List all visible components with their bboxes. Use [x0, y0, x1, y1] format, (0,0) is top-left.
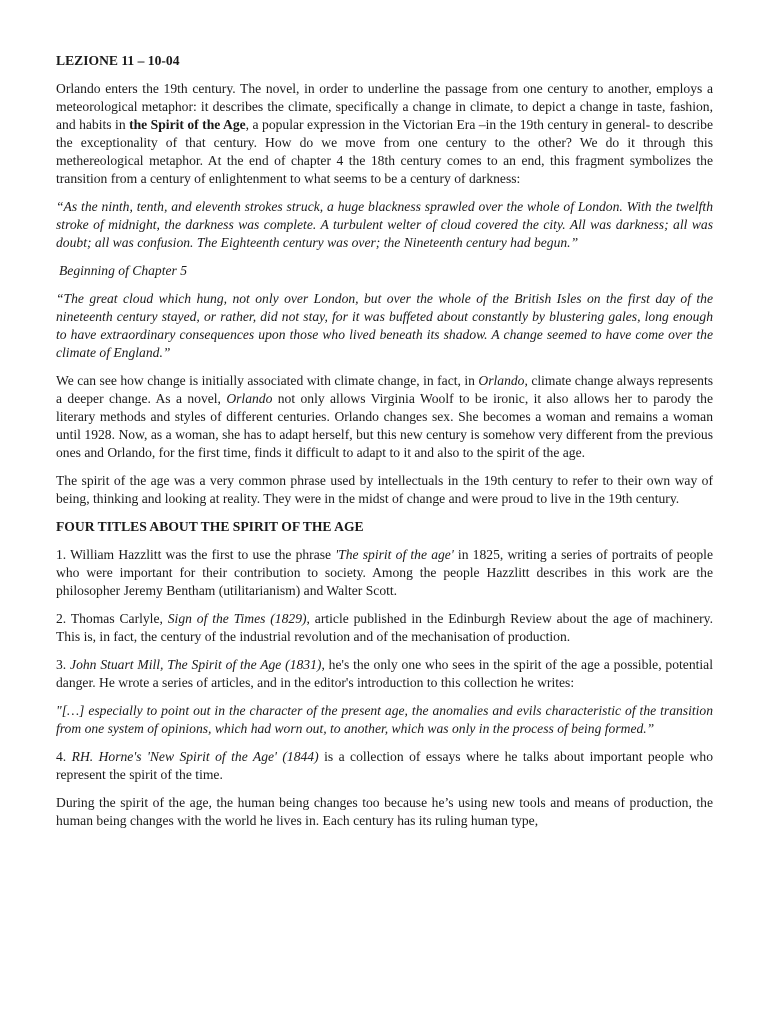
climate-change-paragraph	[56, 372, 713, 462]
item-4-text-a: 4.	[56, 749, 72, 764]
title-item-4	[56, 748, 713, 784]
intro-paragraph	[56, 80, 713, 188]
climate-text-c: not only allows Virginia Woolf to be ironic, it also allows her to parody the literary methods and styles of different centuries. Orlando changes sex. She becomes a woman and remains a woman until 1928. Now, as a woman, she has to adapt herself, but this new century is somehow very different from the previous ones and Orlando, for the first time, finds it difficult to adapt to it and also to the spirit of the age.	[56, 391, 713, 460]
quote-mill: "[…] especially to point out in the character of the present age, the anomalies and evils characteristic of the transition from one system of opinions, which had worn out, to another, which was only in the process of being formed.”	[56, 703, 713, 736]
climate-text-b: , climate change always represents a deeper change. As a novel,	[56, 373, 714, 406]
item-4-title: RH. Horne's 'New Spirit of the Age' (1844)	[71, 749, 319, 764]
item-2-title: Sign of the Times (1829)	[167, 611, 307, 626]
section-heading: FOUR TITLES ABOUT THE SPIRIT OF THE AGE	[56, 519, 364, 534]
spirit-of-age-bold: the Spirit of the Age	[129, 117, 246, 132]
document-page	[56, 52, 713, 830]
human-type-paragraph: During the spirit of the age, the human being changes too because he’s using new tools and means of production, the human being changes with the world he lives in. Each century has its ruling human type,	[56, 795, 713, 828]
title-item-2	[56, 610, 713, 646]
item-3-text-b: , he's the only one who sees in the spirit of the age a possible, potential danger. He wrote a series of articles, and in the editor's introduction to this collection he writes:	[56, 657, 713, 690]
orlando-title-1: Orlando	[478, 373, 525, 388]
item-1-title: 'The spirit of the age'	[335, 547, 454, 562]
item-3-text-a: 3.	[56, 657, 71, 672]
item-4-text-b: is a collection of essays where he talks about important people who represent the spirit of the time.	[56, 749, 714, 782]
orlando-title-2: Orlando	[226, 391, 273, 406]
title-item-3	[56, 656, 713, 692]
item-2-text-b: , article published in the Edinburgh Review about the age of machinery. This is, in fact, the century of the industrial revolution and of the mechanisation of production.	[56, 611, 713, 644]
item-1-text-a: 1. William Hazzlitt was the first to use the phrase	[56, 547, 336, 562]
title-item-1	[56, 546, 713, 600]
item-1-text-b: in 1825, writing a series of portraits of people who were important for their contribution to society. Among the people Hazzlitt describes in this work are the philosopher Jeremy Bentham (utilitarianism) and Walter Scott.	[56, 547, 713, 598]
item-2-text-a: 2. Thomas Carlyle,	[56, 611, 168, 626]
chapter-5-label: Beginning of Chapter 5	[59, 263, 187, 278]
intro-text-before: Orlando enters the 19th century. The novel, in order to underline the passage from one century to another, employs a meteorological metaphor: it describes the climate, specifically a change in climate, to depict a change in taste, fashion, and habits in	[56, 81, 713, 132]
item-3-title: John Stuart Mill, The Spirit of the Age (1831)	[70, 657, 322, 672]
spirit-phrase-paragraph: The spirit of the age was a very common phrase used by intellectuals in the 19th century to refer to their own way of being, thinking and looking at reality. They were in the midst of change and were proud to live in the 19th century.	[56, 473, 713, 506]
intro-text-after: , a popular expression in the Victorian Era –in the 19th century in general- to describe the exceptionality of that century. How do we move from one century to the other? We do it through this methereological metaphor. At the end of chapter 4 the 18th century comes to an end, this fragment symbolizes the transition from a century of enlightenment to what seems to be a century of darkness:	[56, 117, 713, 186]
quote-chapter-4: “As the ninth, tenth, and eleventh strokes struck, a huge blackness sprawled over the whole of London. With the twelfth stroke of midnight, the darkness was complete. A turbulent welter of cloud covered the city. All was darkness; all was doubt; all was confusion. The Eighteenth century was over; the Nineteenth century had begun.”	[56, 199, 713, 250]
quote-chapter-5: “The great cloud which hung, not only over London, but over the whole of the British Isles on the first day of the nineteenth century stayed, or rather, did not stay, for it was buffeted about constantly by blustering gales, long enough to have extraordinary consequences upon those who lived beneath its shadow. A change seemed to have come over the climate of England.”	[56, 291, 713, 360]
climate-text-a: We can see how change is initially associated with climate change, in fact, in	[56, 373, 479, 388]
lesson-heading: LEZIONE 11 – 10-04	[56, 53, 180, 68]
